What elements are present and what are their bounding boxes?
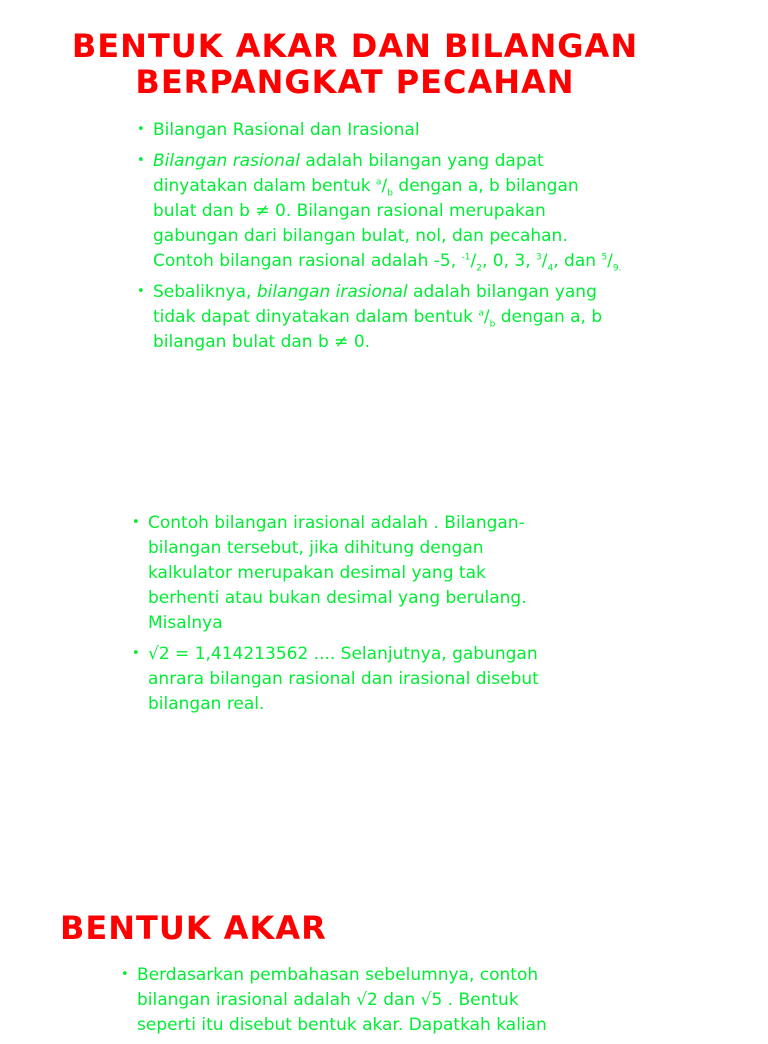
fraction-denominator: 2 (476, 263, 482, 274)
list-item (132, 511, 562, 636)
fraction-slash: / (470, 251, 477, 271)
fraction-numerator: 5 (601, 252, 608, 263)
list-item (137, 280, 627, 355)
fraction-numerator: a (478, 308, 484, 319)
bullet-text: adalah bilangan yang tidak dapat dinyatakan dalam bentuk (153, 282, 597, 327)
bullet-text: Contoh bilangan irasional adalah . Bilangan-bilangan tersebut, jika dihitung dengan kalkulator merupakan desimal yang tak berhenti atau bukan desimal yang berulang. Misalnya (148, 513, 527, 633)
slide1-bullet-list (137, 118, 627, 361)
fraction-slash: / (607, 251, 613, 271)
list-item (132, 642, 562, 717)
fraction-denominator: 9. (612, 263, 622, 274)
slide-title-line-2: BERPANGKAT PECAHAN (135, 63, 575, 101)
term-rational: Bilangan rasional (153, 151, 300, 171)
bullet-text: √2 = 1,414213562 .... Selanjutnya, gabungan anrara bilangan rasional dan irasional disebut bilangan real. (148, 644, 539, 714)
slide2-bullet-list (132, 511, 562, 723)
list-item (121, 963, 571, 1038)
bullet-text: Berdasarkan pembahasan sebelumnya, contoh bilangan irasional adalah √2 dan √5 . Bentuk seperti itu disebut bentuk akar. Dapatkah kalian (137, 965, 547, 1035)
fraction-numerator: -1 (461, 252, 471, 263)
fraction-denominator: 4 (547, 263, 554, 274)
slide-title-line-1: BENTUK AKAR DAN BILANGAN (71, 27, 639, 65)
bullet-text: adalah bilangan yang dapat dinyatakan dalam bentuk (153, 151, 544, 196)
bullet-text: , 0, 3, (481, 251, 537, 271)
fraction-denominator: b (489, 319, 496, 330)
section-title: BENTUK AKAR (60, 909, 327, 947)
bullet-text: Sebaliknya, (153, 282, 257, 302)
fraction-slash: / (381, 176, 388, 196)
list-item (137, 149, 627, 274)
bullet-text: dengan a, b bilangan bulat dan b ≠ 0. Bilangan rasional merupakan gabungan dari bilangan bulat, nol, dan pecahan. Contoh bilangan rasional adalah -5, (153, 176, 579, 271)
fraction-numerator: 3 (536, 252, 542, 263)
bullet-text: , dan (553, 251, 602, 271)
bullet-text: dengan a, b bilangan bulat dan b ≠ 0. (153, 307, 603, 352)
slide3-bullet-list (121, 963, 571, 1044)
fraction-numerator: a (376, 177, 382, 188)
fraction-slash: / (483, 307, 490, 327)
list-item (137, 118, 627, 143)
term-irrational: bilangan irasional (256, 282, 408, 302)
fraction-denominator: b (387, 188, 393, 199)
bullet-text: Bilangan Rasional dan Irasional (153, 120, 420, 140)
fraction-slash: / (541, 251, 548, 271)
